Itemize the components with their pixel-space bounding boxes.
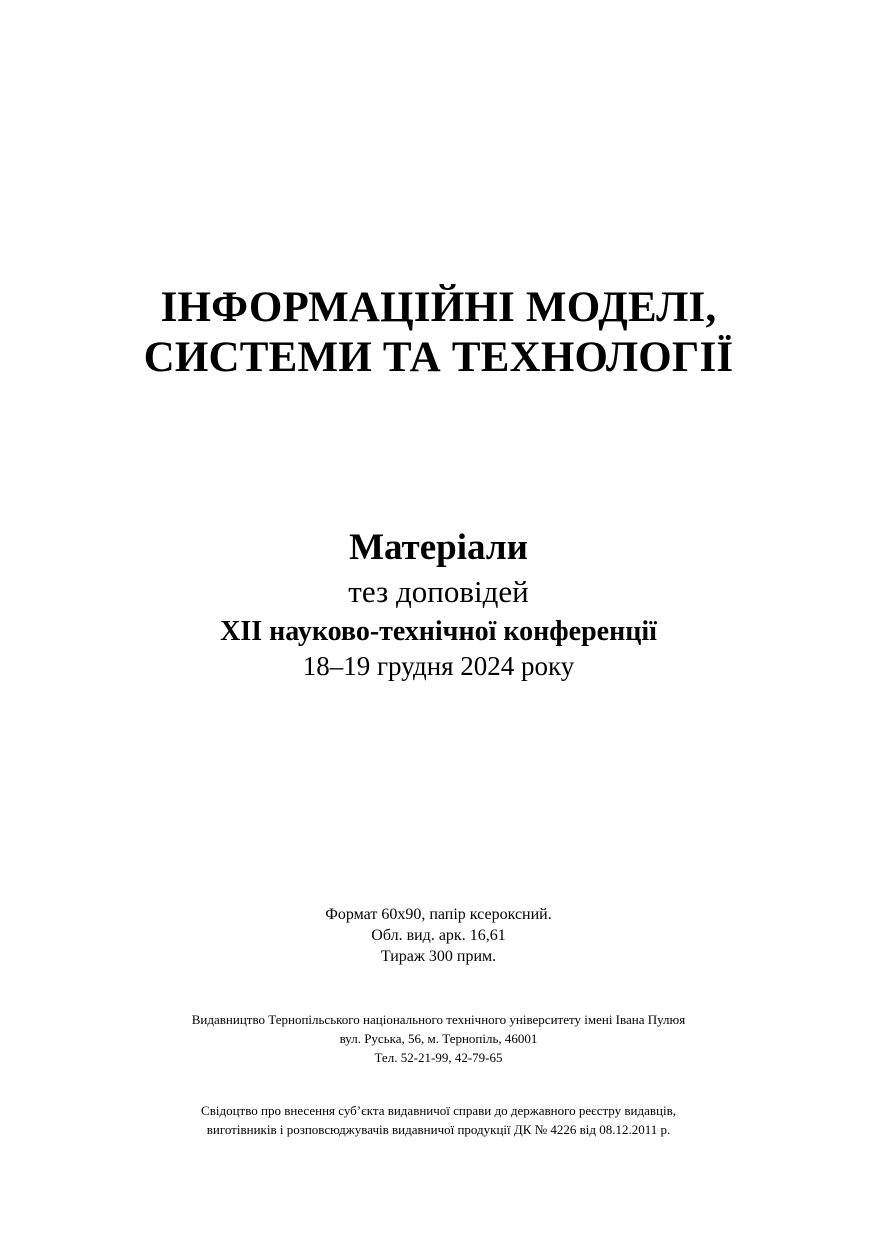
- conference-date: 18–19 грудня 2024 року: [302, 651, 575, 681]
- title-line-1: ІНФОРМАЦІЙНІ МОДЕЛІ,: [160, 284, 717, 331]
- certificate-line-1: Свідоцтво про внесення суб’єкта видавничої справи до державного реєстру видавців,: [201, 1103, 676, 1118]
- imprint-circulation: Тираж 300 прим.: [380, 948, 497, 965]
- publisher-phone: Тел. 52-21-99, 42-79-65: [374, 1050, 503, 1065]
- imprint-format: Формат 60x90, папір ксероксний.: [325, 906, 552, 923]
- publisher-address: вул. Руська, 56, м. Тернопіль, 46001: [339, 1031, 538, 1046]
- imprint-info: [0, 904, 877, 967]
- materials-subtitle: тез доповідей: [348, 574, 529, 609]
- imprint-sheets: Обл. вид. арк. 16,61: [371, 927, 506, 944]
- materials-heading: Матеріали: [349, 527, 528, 568]
- publisher-certificate: [0, 1101, 877, 1139]
- conference-name: XII науково-технічної конференції: [220, 616, 657, 647]
- title-line-2: СИСТЕМИ ТА ТЕХНОЛОГІЇ: [143, 334, 734, 381]
- publisher-info: [0, 1010, 877, 1067]
- document-title: [0, 283, 877, 383]
- publisher-name: Видавництво Тернопільського національного технічного університету імені Івана Пулюя: [191, 1012, 686, 1027]
- certificate-line-2: виготівників і розповсюджувачів видавничої продукції ДК № 4226 від 08.12.2011 р.: [206, 1122, 671, 1137]
